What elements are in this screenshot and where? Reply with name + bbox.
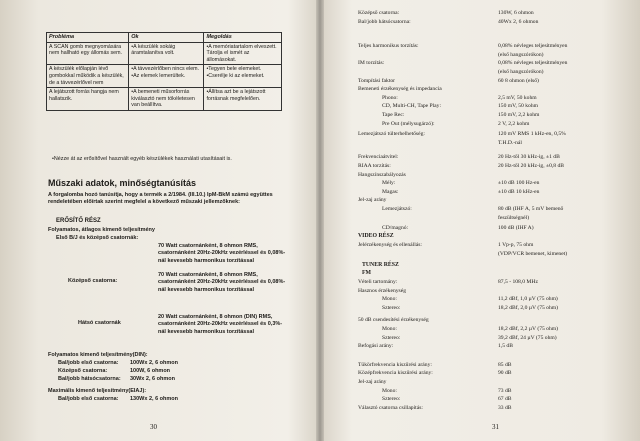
din-front-value: 100Wx 2, 6 ohmon: [130, 360, 178, 366]
din-rear-label: Bal/jobb hátsócsatorna:: [58, 376, 121, 382]
spec-value: 2,5 mV, 50 kohm: [498, 94, 537, 101]
spec-label: Phono:: [382, 94, 398, 101]
spec-value: 150 mV, 2,2 kohm: [498, 112, 540, 118]
spec-label: Sztereo:: [382, 334, 401, 341]
spec-value: 20 Hz-től 20 kHz-ig, ±0,8 dB: [498, 163, 564, 169]
header-cause: Ok: [129, 33, 204, 43]
spec-value: 87,5 - 108,0 MHz: [498, 279, 538, 285]
header-solution: Megoldás: [204, 33, 282, 43]
spec-value: 85 dB: [498, 361, 512, 368]
left-page: [0, 0, 318, 441]
spec-value: (első hangszórókon): [498, 51, 544, 58]
spec-label: Befogási arány:: [358, 343, 394, 350]
spec-label: Tape Rec:: [382, 112, 405, 118]
spec-label: Tükörfrekvencia kiszűrési arány:: [358, 361, 432, 368]
eiaj-front-value: 130Wx 2, 6 ohmon: [130, 396, 178, 402]
rear-channels-spec: 20 Watt csatornánként, 8 ohmon (DIN) RMS, csatornánként 20Hz-20kHz vezérléssel és 0,3%-nál kevesebb harmonikus torzítással: [158, 314, 283, 335]
spec-value: 20 Hz-től 30 kHz-ig, ±1 dB: [498, 154, 560, 161]
spec-label: Sztereo:: [382, 304, 401, 311]
spec-label: Középfrekvencia kiszűrési arány:: [358, 370, 433, 377]
table-row: [47, 88, 282, 111]
spec-label: Bal/jobb hátsócsatorna:: [358, 18, 411, 25]
amplifier-heading: ERŐSÍTŐ RÉSZ: [56, 218, 101, 224]
spec-label: Mono:: [382, 326, 397, 332]
spec-label: CD/magnó:: [382, 225, 409, 232]
solution-item: • A memóriatartalom elveszett. Tárolja el ismét az állomásokat.: [206, 44, 279, 64]
center-channel-spec: 70 Watt csatornánként, 8 ohmon RMS, csatornánként 20Hz-20kHz vezérléssel és 0,08%-nál kevesebb harmonikus torzítással: [158, 272, 286, 293]
spec-label: Magas:: [382, 188, 399, 195]
spec-label: Mono:: [382, 296, 397, 303]
din-front-label: Bal/jobb első csatorna:: [58, 360, 119, 366]
spec-label: Tompítási faktor: [358, 77, 396, 84]
cause-cell: [129, 42, 204, 65]
spec-label: Sztereo:: [382, 396, 401, 403]
solution-item: • Állítsa azt be a lejátszott forrásnak megfelelően.: [206, 89, 279, 102]
rear-channels-label: Hátsó csatornák: [78, 320, 121, 326]
spec-value: 150 mV, 50 kohm: [498, 103, 538, 110]
cause-item: • A készülék sokáig áramtalanítva volt.: [131, 44, 201, 57]
spec-value: (VDP/VCR bemenet, kimenet): [498, 250, 568, 257]
spec-value: 0,08% névleges teljesítményen: [498, 43, 568, 50]
fm-heading: FM: [362, 270, 372, 276]
cause-cell: [129, 88, 204, 111]
spec-value: 39,2 dBf, 24 µV (75 ohm): [498, 334, 557, 341]
spec-label: Választó csatorna csillapítás:: [358, 404, 423, 411]
spec-value: ±10 dB 100 Hz-en: [498, 180, 540, 187]
spec-value: feszültségnél): [498, 214, 530, 221]
spec-value: 130W, 6 ohmon: [498, 10, 534, 16]
spec-label: Hasznos érzékenység: [358, 287, 406, 294]
spec-value: 60 8 ohmon (első): [498, 77, 539, 84]
spec-value: (első hangszórókon): [498, 69, 544, 75]
front-channels-spec: 70 Watt csatornánként, 8 ohmon RMS, csatornánként 20Hz-20kHz vezérléssel és 0,08%-nál kevesebb harmonikus torzítással: [158, 243, 286, 264]
solution-item: • Tegyen bele elemeket.: [206, 66, 279, 73]
spec-value: 33 dB: [498, 404, 512, 411]
spec-label: Vételi tartomány:: [358, 279, 398, 285]
spec-label: Teljes harmonikus torzítás:: [358, 43, 419, 50]
spec-label: Jel-zaj arány: [358, 197, 387, 204]
spec-value: ±10 dB 10 kHz-en: [498, 188, 540, 195]
spec-label: Frekvenciaátvitel:: [358, 154, 399, 161]
troubleshooting-table: [46, 32, 282, 111]
solution-cell: [204, 88, 282, 111]
table-row: [47, 42, 282, 65]
spec-label: Mély:: [382, 180, 396, 187]
table-row: [47, 65, 282, 88]
solution-item: • Cserélje ki az elemeket.: [206, 73, 279, 80]
rated-power-label: Folyamatos, átlagos kimenő teljesítmény: [48, 227, 155, 233]
solution-cell: [204, 65, 282, 88]
page-number-left: 30: [150, 423, 157, 431]
din-center-label: Középső csatorna:: [58, 368, 108, 374]
din-rear-value: 30Wx 2, 6 ohmon: [130, 376, 175, 382]
problem-cell: A készülék előlapján lévő gombokkal működik a készülék, de a távvezérlővel nem: [47, 65, 129, 88]
spec-label: Bemeneti érzékenység és impedancia: [358, 86, 442, 93]
spec-label: Jelérzékenység és ellenállás:: [358, 242, 422, 248]
cause-cell: [129, 65, 204, 88]
din-center-value: 100W, 6 ohmon: [130, 368, 171, 374]
spec-value: T.H.D.-nál: [498, 139, 522, 146]
solution-cell: [204, 42, 282, 65]
spec-label: Hangszínszabályozás: [358, 171, 406, 178]
spec-value: 1 Vp-p, 75 ohm: [498, 242, 534, 248]
spec-value: 18,2 dBf, 2,2 µV (75 ohm): [498, 326, 558, 332]
section-title: Műszaki adatok, minőségtanúsítás: [48, 178, 197, 188]
spec-label: Mono:: [382, 387, 397, 394]
header-problem: Probléma: [47, 33, 129, 43]
spec-label: Lemezjátszó túlterhelhetőség:: [358, 131, 425, 138]
spec-label: 50 dB csendesítési érzékenység: [358, 317, 429, 324]
right-page: [322, 0, 640, 441]
spec-label: IM torzítás:: [358, 60, 385, 67]
spec-label: Lemezjátszó:: [382, 206, 412, 212]
tuner-heading: TUNER RÉSZ: [362, 262, 399, 268]
spec-value: 67 dB: [498, 396, 512, 403]
spec-label: RIAA torzítás:: [358, 163, 391, 169]
cause-item: • Az elemek lemerültek.: [131, 73, 201, 80]
spec-value: 2 V, 2,2 kohm: [498, 120, 530, 127]
spec-value: 73 dB: [498, 387, 512, 394]
problem-cell: A lejátszott forrás hangja nem hallatszik.: [47, 88, 129, 111]
spec-value: 120 mV RMS 1 kHz-en, 0,5%: [498, 131, 566, 138]
cause-item: • A bemeneti műsorforrás kiválasztó nem tökéletesen van beállítva.: [131, 89, 201, 109]
spec-label: Pre Out (mélysugárzó):: [382, 120, 435, 127]
spec-value: 18,2 dBf, 2,0 µV (75 ohm): [498, 304, 558, 311]
din-power-label: Folyamatos kimenő teljesítmény(DIN):: [48, 352, 148, 358]
spec-value: 90 dB: [498, 370, 512, 377]
problem-cell: A SCAN gomb megnyomására nem hallható egy állomás sem.: [47, 42, 129, 65]
spec-label: Jel-zaj arány: [358, 379, 387, 385]
page-number-right: 31: [492, 423, 499, 431]
spec-value: 100 dB (IHF A): [498, 225, 534, 232]
usage-note: • Nézze át az erősítővel használt egyéb készülékek használati utasításait is.: [52, 156, 282, 163]
video-heading: VIDEO RÉSZ: [358, 233, 394, 239]
eiaj-power-label: Maximális kimenő teljesítmény(EIAJ):: [48, 388, 147, 394]
spec-value: 80 dB (IHF A, 5 mV bemenő: [498, 206, 564, 212]
spec-value: 11,2 dBf, 1,0 µV (75 ohm): [498, 296, 558, 303]
cause-item: • A távvezérlőben nincs elem.: [131, 66, 201, 73]
eiaj-front-label: Bal/jobb első csatorna:: [58, 396, 119, 402]
spec-label: Középső csatorna:: [358, 10, 400, 16]
center-channel-label: Középső csatorna:: [68, 278, 118, 284]
certification-intro: A forgalomba hozó tanúsítja, hogy a termék a 2/1984. (III.10.) IpM-BkM számú együttes rendeletében előírtak szerint megfelel a következő műszaki jellemzőknek:: [48, 192, 273, 206]
spec-label: CD, Multi-CH, Tape Play:: [382, 103, 442, 110]
front-channels-label: Első B/J és középső csatornák:: [56, 235, 139, 241]
table-header-row: [47, 33, 282, 43]
spec-value: 0,08% névleges teljesítményen: [498, 60, 568, 67]
spec-value: 1,5 dB: [498, 343, 513, 350]
spec-value: 40Wx 2, 6 ohmon: [498, 18, 539, 25]
